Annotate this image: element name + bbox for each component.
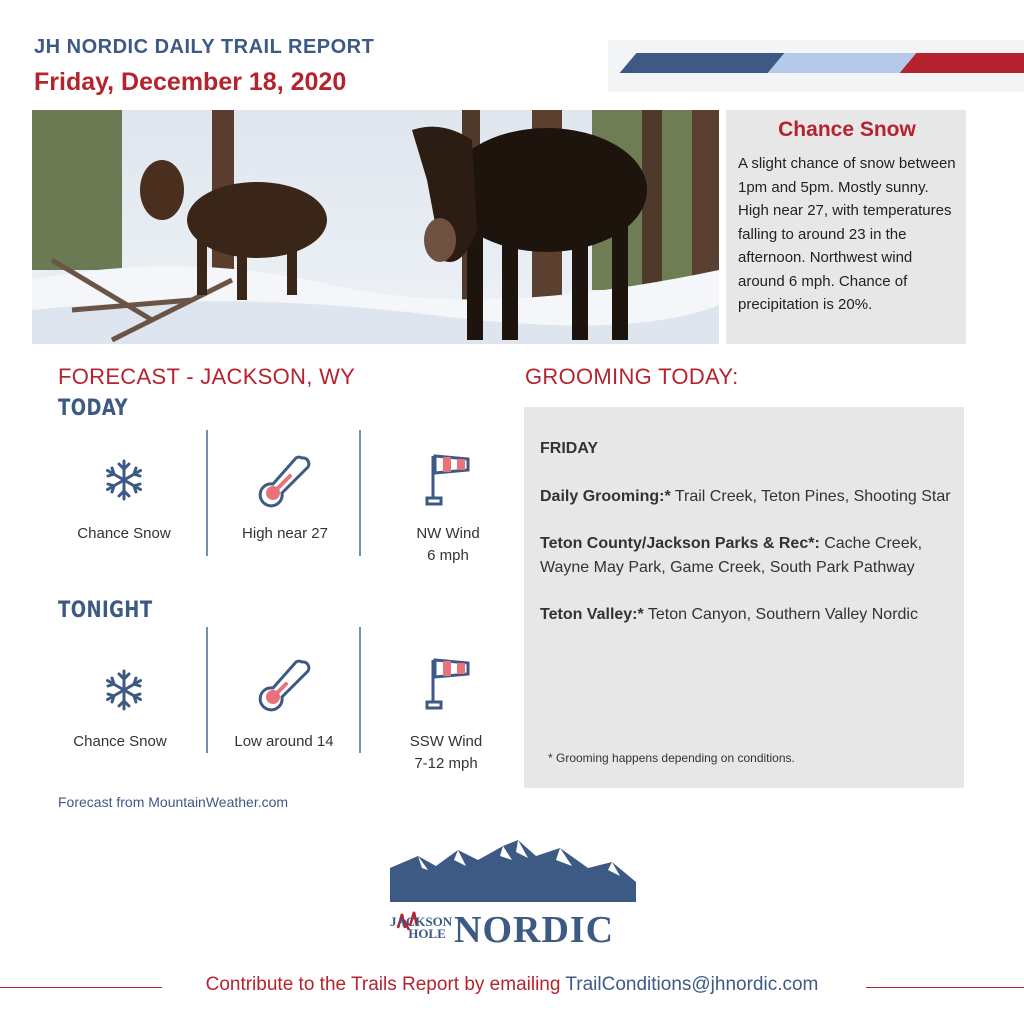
snowflake-icon [102,668,146,717]
tonight-wind-speed: 7-12 mph [414,755,478,772]
footer-email-link[interactable]: TrailConditions@jhnordic.com [565,974,819,995]
today-condition [54,523,194,545]
divider [359,627,361,753]
tonight-wind-direction: SSW Wind [409,733,483,750]
divider [359,430,361,556]
logo-jackson: JACKSON [390,914,453,929]
today-high [215,523,355,545]
jh-nordic-logo [388,838,638,950]
moose-photo [32,110,719,344]
divider [206,430,208,556]
footer-text: Contribute to the Trails Report by emailing [205,974,566,995]
header-stripes [608,40,1024,92]
today-wind [378,523,518,567]
forecast-credit: Forecast from MountainWeather.com [58,794,289,810]
logo-nordic: NORDIC [454,909,615,951]
today-condition-text: Chance Snow [77,525,171,542]
logo-hole: HOLE [408,926,446,941]
snowflake-icon [102,458,146,507]
grooming-panel [524,407,964,788]
tonight-low [214,731,354,753]
grooming-note: * Grooming happens depending on conditions. [548,750,795,765]
tonight-low-text: Low around 14 [234,733,334,750]
report-date: Friday, December 18, 2020 [34,68,347,96]
windsock-icon [424,452,474,513]
windsock-icon [424,656,474,717]
grooming-entry [540,485,952,509]
divider [206,627,208,753]
forecast-title: FORECAST - JACKSON, WY [58,364,356,389]
grooming-entry-text: Cache Creek, Wayne May Park, Game Creek, South Park Pathway [540,535,923,576]
grooming-day: FRIDAY [540,440,599,457]
weather-summary-panel [726,110,966,344]
today-high-text: High near 27 [242,525,328,542]
thermometer-icon [258,452,314,513]
grooming-entry [540,532,952,579]
report-title: JH NORDIC DAILY TRAIL REPORT [34,36,375,58]
grooming-entry-label: Teton County/Jackson Parks & Rec*: [540,535,820,552]
today-wind-direction: NW Wind [416,525,480,542]
thermometer-icon [258,656,314,717]
grooming-entry-text: Trail Creek, Teton Pines, Shooting Star [670,487,951,505]
tonight-condition-text: Chance Snow [73,733,167,750]
grooming-entry-label: Teton Valley:* [540,606,644,623]
grooming-entry-label: Daily Grooming:* [540,487,671,505]
tonight-wind [376,731,516,775]
today-wind-speed: 6 mph [427,547,469,564]
footer-contribute [0,974,1024,996]
grooming-entry [540,603,952,627]
grooming-entry-text: Teton Canyon, Southern Valley Nordic [643,606,918,623]
weather-description: A slight chance of snow between 1pm and 5pm. Mostly sunny. High near 27, with temperatures falling to around 23 in the afternoon. Northwest wind around 6 mph. Chance of precipitation is 20%. [738,155,956,313]
grooming-title: GROOMING TODAY: [525,364,739,389]
tonight-condition [50,731,190,753]
today-label: TODAY [58,396,128,421]
tonight-label: TONIGHT [58,598,153,623]
weather-heading: Chance Snow [778,118,916,141]
